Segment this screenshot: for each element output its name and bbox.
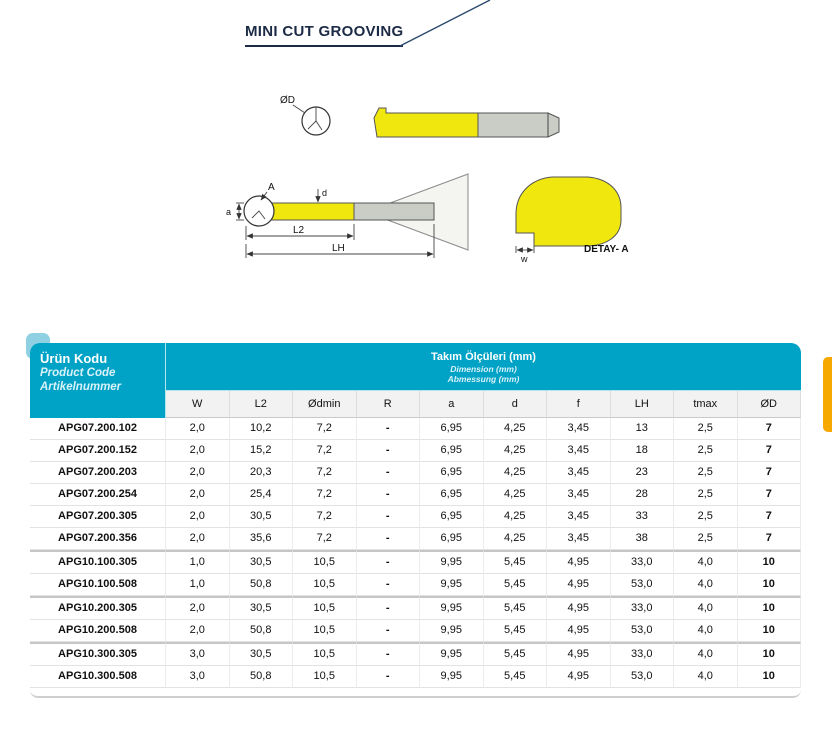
col-header-a: a — [420, 391, 484, 418]
product-table-wrap — [30, 343, 801, 698]
dim-value: 9,95 — [420, 596, 484, 620]
dim-value: 33,0 — [611, 642, 675, 666]
dim-value: 9,95 — [420, 574, 484, 596]
label-detail-a-ref: A — [268, 182, 275, 193]
dimensions-header — [166, 343, 801, 391]
dimensions-header-en: Dimension (mm) — [450, 364, 517, 374]
dim-value: 50,8 — [230, 620, 294, 642]
dim-value: 4,95 — [547, 666, 611, 688]
dim-value: 4,0 — [674, 666, 738, 688]
dim-value: 6,95 — [420, 418, 484, 440]
table-row — [30, 596, 801, 620]
dim-value: 3,45 — [547, 528, 611, 550]
dim-value: - — [357, 574, 421, 596]
dim-value: 20,3 — [230, 462, 294, 484]
dim-value: - — [357, 596, 421, 620]
dim-value: 7,2 — [293, 506, 357, 528]
dim-value: 10,5 — [293, 642, 357, 666]
dim-value: 1,0 — [166, 574, 230, 596]
dim-value: 2,0 — [166, 440, 230, 462]
dim-value: 2,0 — [166, 462, 230, 484]
dim-value: 6,95 — [420, 440, 484, 462]
col-header-d: d — [484, 391, 548, 418]
label-d: d — [322, 188, 328, 198]
table-row — [30, 506, 801, 528]
dim-value: 3,0 — [166, 642, 230, 666]
dim-value: 7 — [738, 484, 802, 506]
page-edge-tab — [823, 357, 832, 432]
dim-value: 30,5 — [230, 506, 294, 528]
dim-value: 33 — [611, 506, 675, 528]
dim-value: - — [357, 550, 421, 574]
dim-value: - — [357, 462, 421, 484]
dim-value: 10,2 — [230, 418, 294, 440]
dim-value: 7 — [738, 462, 802, 484]
dim-value: 38 — [611, 528, 675, 550]
dim-value: 2,5 — [674, 440, 738, 462]
dim-value: 2,0 — [166, 596, 230, 620]
dim-value: 3,45 — [547, 462, 611, 484]
product-code-header-de: Artikelnummer — [40, 381, 122, 393]
product-code: APG07.200.254 — [30, 484, 166, 506]
product-code: APG07.200.203 — [30, 462, 166, 484]
dim-value: 2,0 — [166, 506, 230, 528]
dim-value: 50,8 — [230, 666, 294, 688]
dim-value: 4,0 — [674, 550, 738, 574]
dim-value: 5,45 — [484, 596, 548, 620]
label-a: a — [226, 207, 232, 217]
product-code-header-en: Product Code — [40, 367, 116, 379]
dim-value: 9,95 — [420, 620, 484, 642]
dim-value: 3,45 — [547, 418, 611, 440]
product-code-header — [30, 343, 166, 418]
dim-value: 4,25 — [484, 418, 548, 440]
product-code: APG10.100.305 — [30, 550, 166, 574]
dim-value: 6,95 — [420, 484, 484, 506]
dim-value: - — [357, 642, 421, 666]
dim-value: 4,25 — [484, 462, 548, 484]
col-header-w: W — [166, 391, 230, 418]
detail-insert-shape — [516, 177, 621, 246]
table-row — [30, 642, 801, 666]
label-od: ØD — [280, 95, 295, 106]
dim-value: 2,0 — [166, 620, 230, 642]
dim-value: 4,25 — [484, 484, 548, 506]
dim-value: 10 — [738, 574, 802, 596]
dim-value: 6,95 — [420, 528, 484, 550]
dim-value: 3,45 — [547, 440, 611, 462]
dim-value: 7 — [738, 418, 802, 440]
dim-value: 30,5 — [230, 596, 294, 620]
product-code: APG07.200.356 — [30, 528, 166, 550]
dim-value: 2,5 — [674, 528, 738, 550]
dim-value: 4,95 — [547, 642, 611, 666]
table-row — [30, 440, 801, 462]
dim-value: 2,5 — [674, 462, 738, 484]
label-w: w — [521, 254, 528, 264]
dim-value: 2,5 — [674, 484, 738, 506]
tool-shank-dim — [354, 203, 434, 220]
product-code: APG10.100.508 — [30, 574, 166, 596]
dim-value: 9,95 — [420, 666, 484, 688]
table-body — [30, 418, 801, 688]
diagonal-rule — [400, 0, 490, 46]
dim-value: 4,95 — [547, 550, 611, 574]
table-row — [30, 484, 801, 506]
dim-value: 7,2 — [293, 484, 357, 506]
dim-value: 10,5 — [293, 596, 357, 620]
dim-value: 4,95 — [547, 596, 611, 620]
dim-value: 4,0 — [674, 642, 738, 666]
front-view — [280, 95, 330, 135]
dim-value: 30,5 — [230, 550, 294, 574]
dim-value: 2,0 — [166, 484, 230, 506]
dim-value: - — [357, 418, 421, 440]
dim-value: 6,95 — [420, 506, 484, 528]
dim-value: 53,0 — [611, 620, 675, 642]
dim-value: 10 — [738, 550, 802, 574]
dimension-view — [226, 174, 468, 258]
dim-value: 3,45 — [547, 484, 611, 506]
dim-value: 7,2 — [293, 440, 357, 462]
dim-value: 6,95 — [420, 462, 484, 484]
dim-value: 10,5 — [293, 620, 357, 642]
technical-drawing — [0, 0, 832, 335]
col-header-l2: L2 — [230, 391, 294, 418]
dim-value: 10,5 — [293, 666, 357, 688]
tool-shank — [478, 113, 548, 137]
col-header-r: R — [357, 391, 421, 418]
table-row — [30, 462, 801, 484]
product-code-header-tr: Ürün Kodu — [40, 351, 108, 366]
dim-value: - — [357, 484, 421, 506]
dim-value: 7,2 — [293, 418, 357, 440]
dim-value: 28 — [611, 484, 675, 506]
dim-value: 10 — [738, 596, 802, 620]
dim-value: 50,8 — [230, 574, 294, 596]
label-lh: LH — [332, 243, 345, 254]
dim-value: 4,95 — [547, 620, 611, 642]
tool-body — [374, 108, 478, 137]
dimensions-header-tr: Takım Ölçüleri (mm) — [431, 351, 536, 363]
dim-value: 53,0 — [611, 574, 675, 596]
dim-value: 1,0 — [166, 550, 230, 574]
product-code: APG07.200.102 — [30, 418, 166, 440]
dim-value: - — [357, 506, 421, 528]
dim-value: 53,0 — [611, 666, 675, 688]
dim-value: - — [357, 528, 421, 550]
table-row — [30, 666, 801, 688]
dim-value: 4,0 — [674, 620, 738, 642]
label-l2: L2 — [293, 225, 305, 236]
dim-value: 4,0 — [674, 574, 738, 596]
dim-value: 13 — [611, 418, 675, 440]
dim-value: 2,0 — [166, 528, 230, 550]
dim-value: 2,5 — [674, 506, 738, 528]
dim-value: 4,95 — [547, 574, 611, 596]
dim-value: 18 — [611, 440, 675, 462]
dimensions-header-de: Abmessung (mm) — [447, 374, 520, 384]
dim-value: 10,5 — [293, 550, 357, 574]
col-header-odmin: Ødmin — [293, 391, 357, 418]
dim-value: 7 — [738, 506, 802, 528]
table-row — [30, 528, 801, 550]
dim-value: 35,6 — [230, 528, 294, 550]
dim-value: 9,95 — [420, 550, 484, 574]
dim-value: 10 — [738, 642, 802, 666]
dim-value: 30,5 — [230, 642, 294, 666]
table-row — [30, 550, 801, 574]
tool-body-dim — [262, 203, 354, 220]
dim-value: 7,2 — [293, 462, 357, 484]
dim-value: 15,2 — [230, 440, 294, 462]
table-row — [30, 574, 801, 596]
col-header-f: f — [547, 391, 611, 418]
dim-value: 5,45 — [484, 574, 548, 596]
dim-value: - — [357, 620, 421, 642]
dim-value: 10 — [738, 620, 802, 642]
table-row — [30, 620, 801, 642]
dim-value: 2,0 — [166, 418, 230, 440]
dim-value: - — [357, 666, 421, 688]
dim-value: 7 — [738, 440, 802, 462]
product-code: APG07.200.305 — [30, 506, 166, 528]
dim-value: 25,4 — [230, 484, 294, 506]
product-code: APG07.200.152 — [30, 440, 166, 462]
table-row — [30, 418, 801, 440]
dim-value: 3,0 — [166, 666, 230, 688]
product-code: APG10.300.508 — [30, 666, 166, 688]
dim-value: 33,0 — [611, 596, 675, 620]
page-title: MINI CUT GROOVING — [245, 23, 403, 47]
product-code: APG10.200.508 — [30, 620, 166, 642]
dim-value: 7,2 — [293, 528, 357, 550]
dim-value: 2,5 — [674, 418, 738, 440]
dim-value: 7 — [738, 528, 802, 550]
product-table — [30, 343, 801, 688]
dim-value: 4,25 — [484, 528, 548, 550]
dim-value: 5,45 — [484, 666, 548, 688]
dim-value: 3,45 — [547, 506, 611, 528]
detail-view — [516, 177, 629, 264]
label-detay-a: DETAY- A — [584, 244, 629, 255]
dim-value: 5,45 — [484, 620, 548, 642]
dim-value: 4,25 — [484, 506, 548, 528]
dim-value: - — [357, 440, 421, 462]
shank-chamfer — [548, 113, 559, 137]
product-code: APG10.300.305 — [30, 642, 166, 666]
header-band-row — [30, 343, 801, 391]
dim-value: 4,25 — [484, 440, 548, 462]
product-code: APG10.200.305 — [30, 596, 166, 620]
dim-value: 4,0 — [674, 596, 738, 620]
dim-value: 33,0 — [611, 550, 675, 574]
dim-value: 23 — [611, 462, 675, 484]
col-header-od: ØD — [738, 391, 802, 418]
dim-value: 5,45 — [484, 642, 548, 666]
dim-value: 9,95 — [420, 642, 484, 666]
col-header-tmax: tmax — [674, 391, 738, 418]
col-header-lh: LH — [611, 391, 675, 418]
dim-value: 10 — [738, 666, 802, 688]
dim-value: 10,5 — [293, 574, 357, 596]
dim-value: 5,45 — [484, 550, 548, 574]
side-view — [374, 108, 559, 137]
